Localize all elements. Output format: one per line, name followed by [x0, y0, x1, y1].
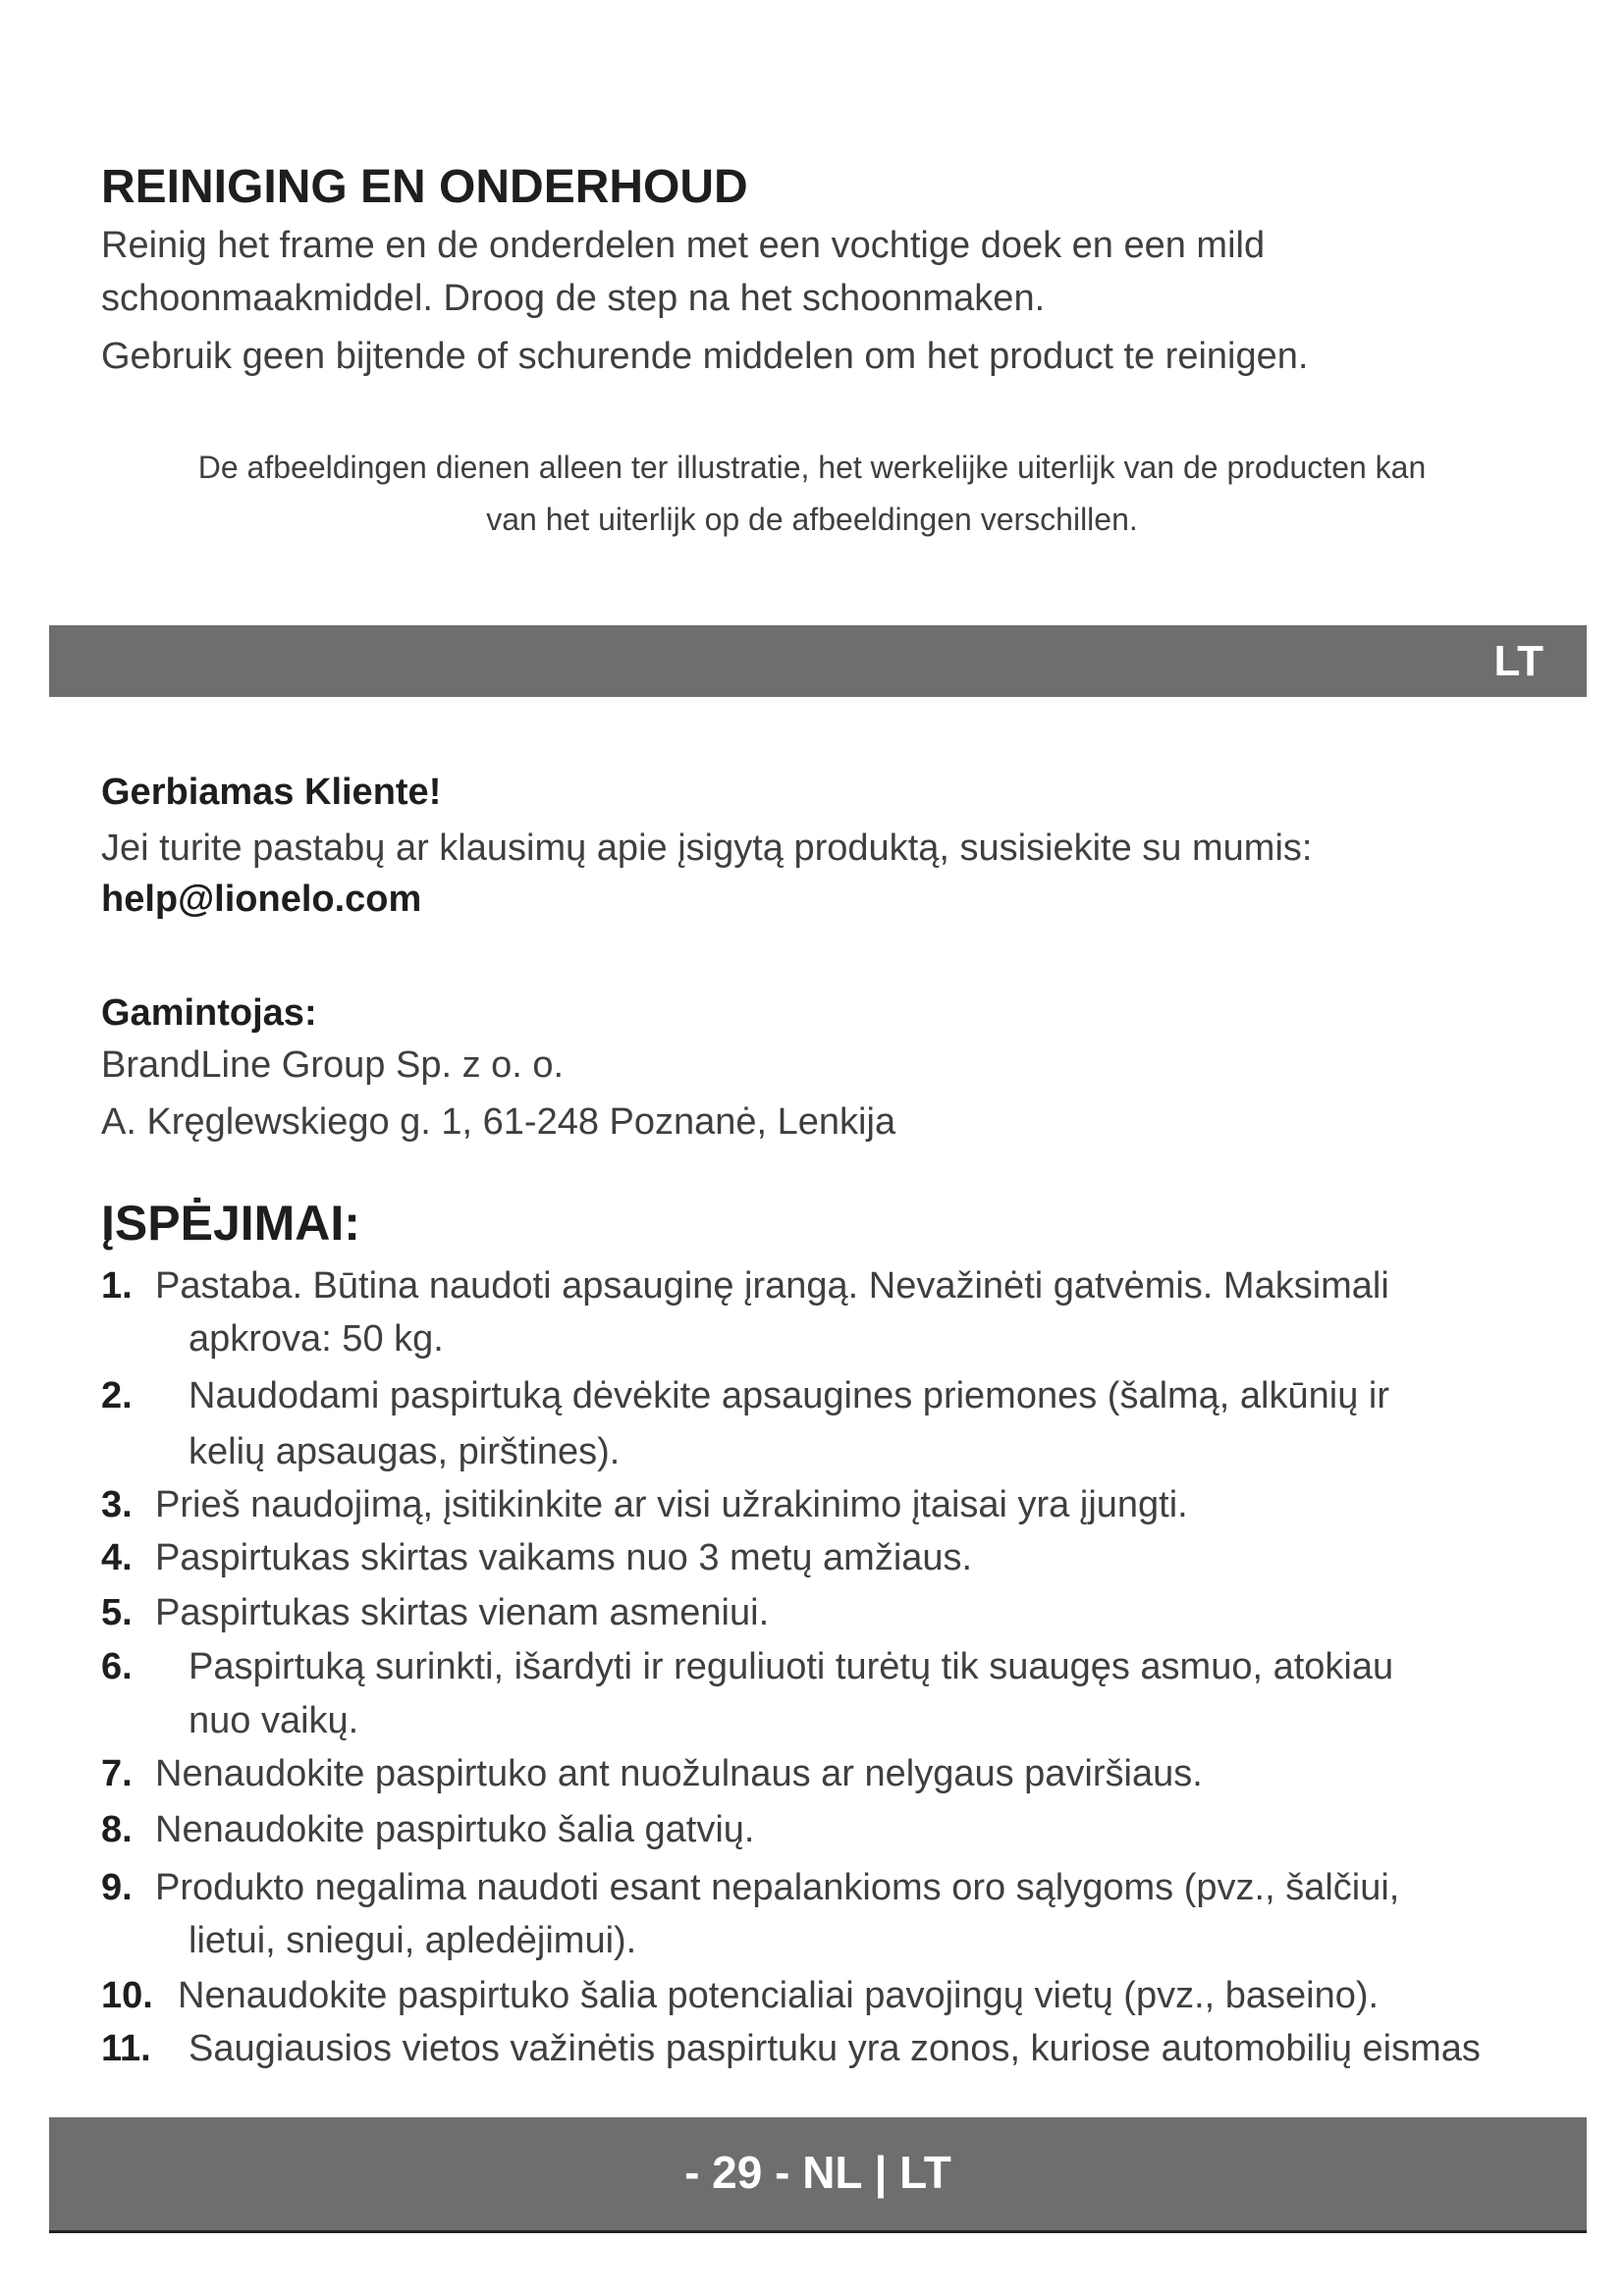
manufacturer-label: Gamintojas: — [101, 992, 317, 1034]
page-number-label: - 29 - NL | LT — [684, 2147, 951, 2198]
language-bar — [49, 625, 1587, 697]
warning-text: Prieš naudojimą, įsitikinkite ar visi užrakinimo įtaisai yra įjungti. — [155, 1484, 1188, 1525]
warning-number: 7. — [101, 1753, 133, 1794]
section-heading-cleaning: REINIGING EN ONDERHOUD — [101, 161, 748, 213]
warning-item-2 — [101, 1369, 1389, 1422]
warning-item-7 — [101, 1747, 1203, 1800]
warning-text: Paspirtukas skirtas vienam asmeniui. — [155, 1592, 770, 1633]
footer-bar — [49, 2117, 1587, 2230]
warning-number: 11. — [101, 2028, 151, 2069]
warning-item-3 — [101, 1478, 1188, 1531]
cleaning-text-line-1: Reinig het frame en de onderdelen met een vochtige doek en een mild — [101, 225, 1266, 266]
warning-item-4 — [101, 1531, 972, 1584]
warning-number: 8. — [101, 1809, 133, 1850]
warning-text: Nenaudokite paspirtuko šalia gatvių. — [155, 1809, 755, 1850]
warning-item-11 — [101, 2022, 1481, 2075]
illustration-notice-line-1: De afbeeldingen dienen alleen ter illustratie, het werkelijke uiterlijk van de producten kan — [197, 450, 1427, 485]
contact-line: Jei turite pastabų ar klausimų apie įsigytą produktą, susisiekite su mumis: — [101, 828, 1313, 869]
warning-text: Saugiausios vietos važinėtis paspirtuku yra zonos, kuriose automobilių eismas — [189, 2028, 1481, 2069]
warning-text: Naudodami paspirtuką dėvėkite apsaugines priemones (šalmą, alkūnių ir — [189, 1375, 1389, 1416]
warning-item-6-cont: nuo vaikų. — [189, 1700, 359, 1741]
warning-item-2-cont: kelių apsaugas, pirštines). — [189, 1431, 621, 1472]
warning-number: 6. — [101, 1646, 133, 1687]
warning-number: 5. — [101, 1592, 133, 1633]
warning-item-9 — [101, 1861, 1399, 1914]
warning-text: Pastaba. Būtina naudoti apsauginę įrangą. Nevažinėti gatvėmis. Maksimali — [155, 1265, 1389, 1307]
warning-number: 9. — [101, 1867, 133, 1908]
warning-text: Nenaudokite paspirtuko ant nuožulnaus ar nelygaus paviršiaus. — [155, 1753, 1203, 1794]
language-label: LT — [1493, 637, 1543, 685]
warning-item-6 — [101, 1640, 1393, 1693]
warning-item-5 — [101, 1586, 769, 1639]
manufacturer-name: BrandLine Group Sp. z o. o. — [101, 1044, 565, 1086]
warning-number: 4. — [101, 1537, 133, 1578]
warning-number: 1. — [101, 1265, 133, 1307]
illustration-notice-line-2: van het uiterlijk op de afbeeldingen verschillen. — [486, 502, 1138, 537]
warning-item-1-cont: apkrova: 50 kg. — [189, 1318, 444, 1360]
warnings-heading: ĮSPĖJIMAI: — [101, 1196, 360, 1251]
footer-divider — [49, 2230, 1587, 2233]
cleaning-text-line-3: Gebruik geen bijtende of schurende middelen om het product te reinigen. — [101, 336, 1309, 377]
warning-item-1 — [101, 1259, 1389, 1312]
warning-text: Paspirtuką surinkti, išardyti ir reguliuoti turėtų tik suaugęs asmuo, atokiau — [189, 1646, 1394, 1687]
warning-number: 2. — [101, 1375, 133, 1416]
cleaning-text-line-2: schoonmaakmiddel. Droog de step na het schoonmaken. — [101, 278, 1046, 319]
manufacturer-address: A. Kręglewskiego g. 1, 61-248 Poznanė, Lenkija — [101, 1101, 896, 1143]
warning-item-10 — [101, 1969, 1379, 2022]
greeting: Gerbiamas Kliente! — [101, 772, 442, 813]
warning-number: 3. — [101, 1484, 133, 1525]
warning-text: Nenaudokite paspirtuko šalia potencialiai pavojingų vietų (pvz., baseino). — [178, 1975, 1380, 2016]
warning-item-9-cont: lietui, sniegui, apledėjimui). — [189, 1920, 637, 1961]
contact-email[interactable]: help@lionelo.com — [101, 879, 422, 920]
warning-number: 10. — [101, 1975, 153, 2016]
warning-text: Paspirtukas skirtas vaikams nuo 3 metų amžiaus. — [155, 1537, 973, 1578]
warning-item-8 — [101, 1803, 755, 1856]
warning-text: Produkto negalima naudoti esant nepalankioms oro sąlygoms (pvz., šalčiui, — [155, 1867, 1400, 1908]
